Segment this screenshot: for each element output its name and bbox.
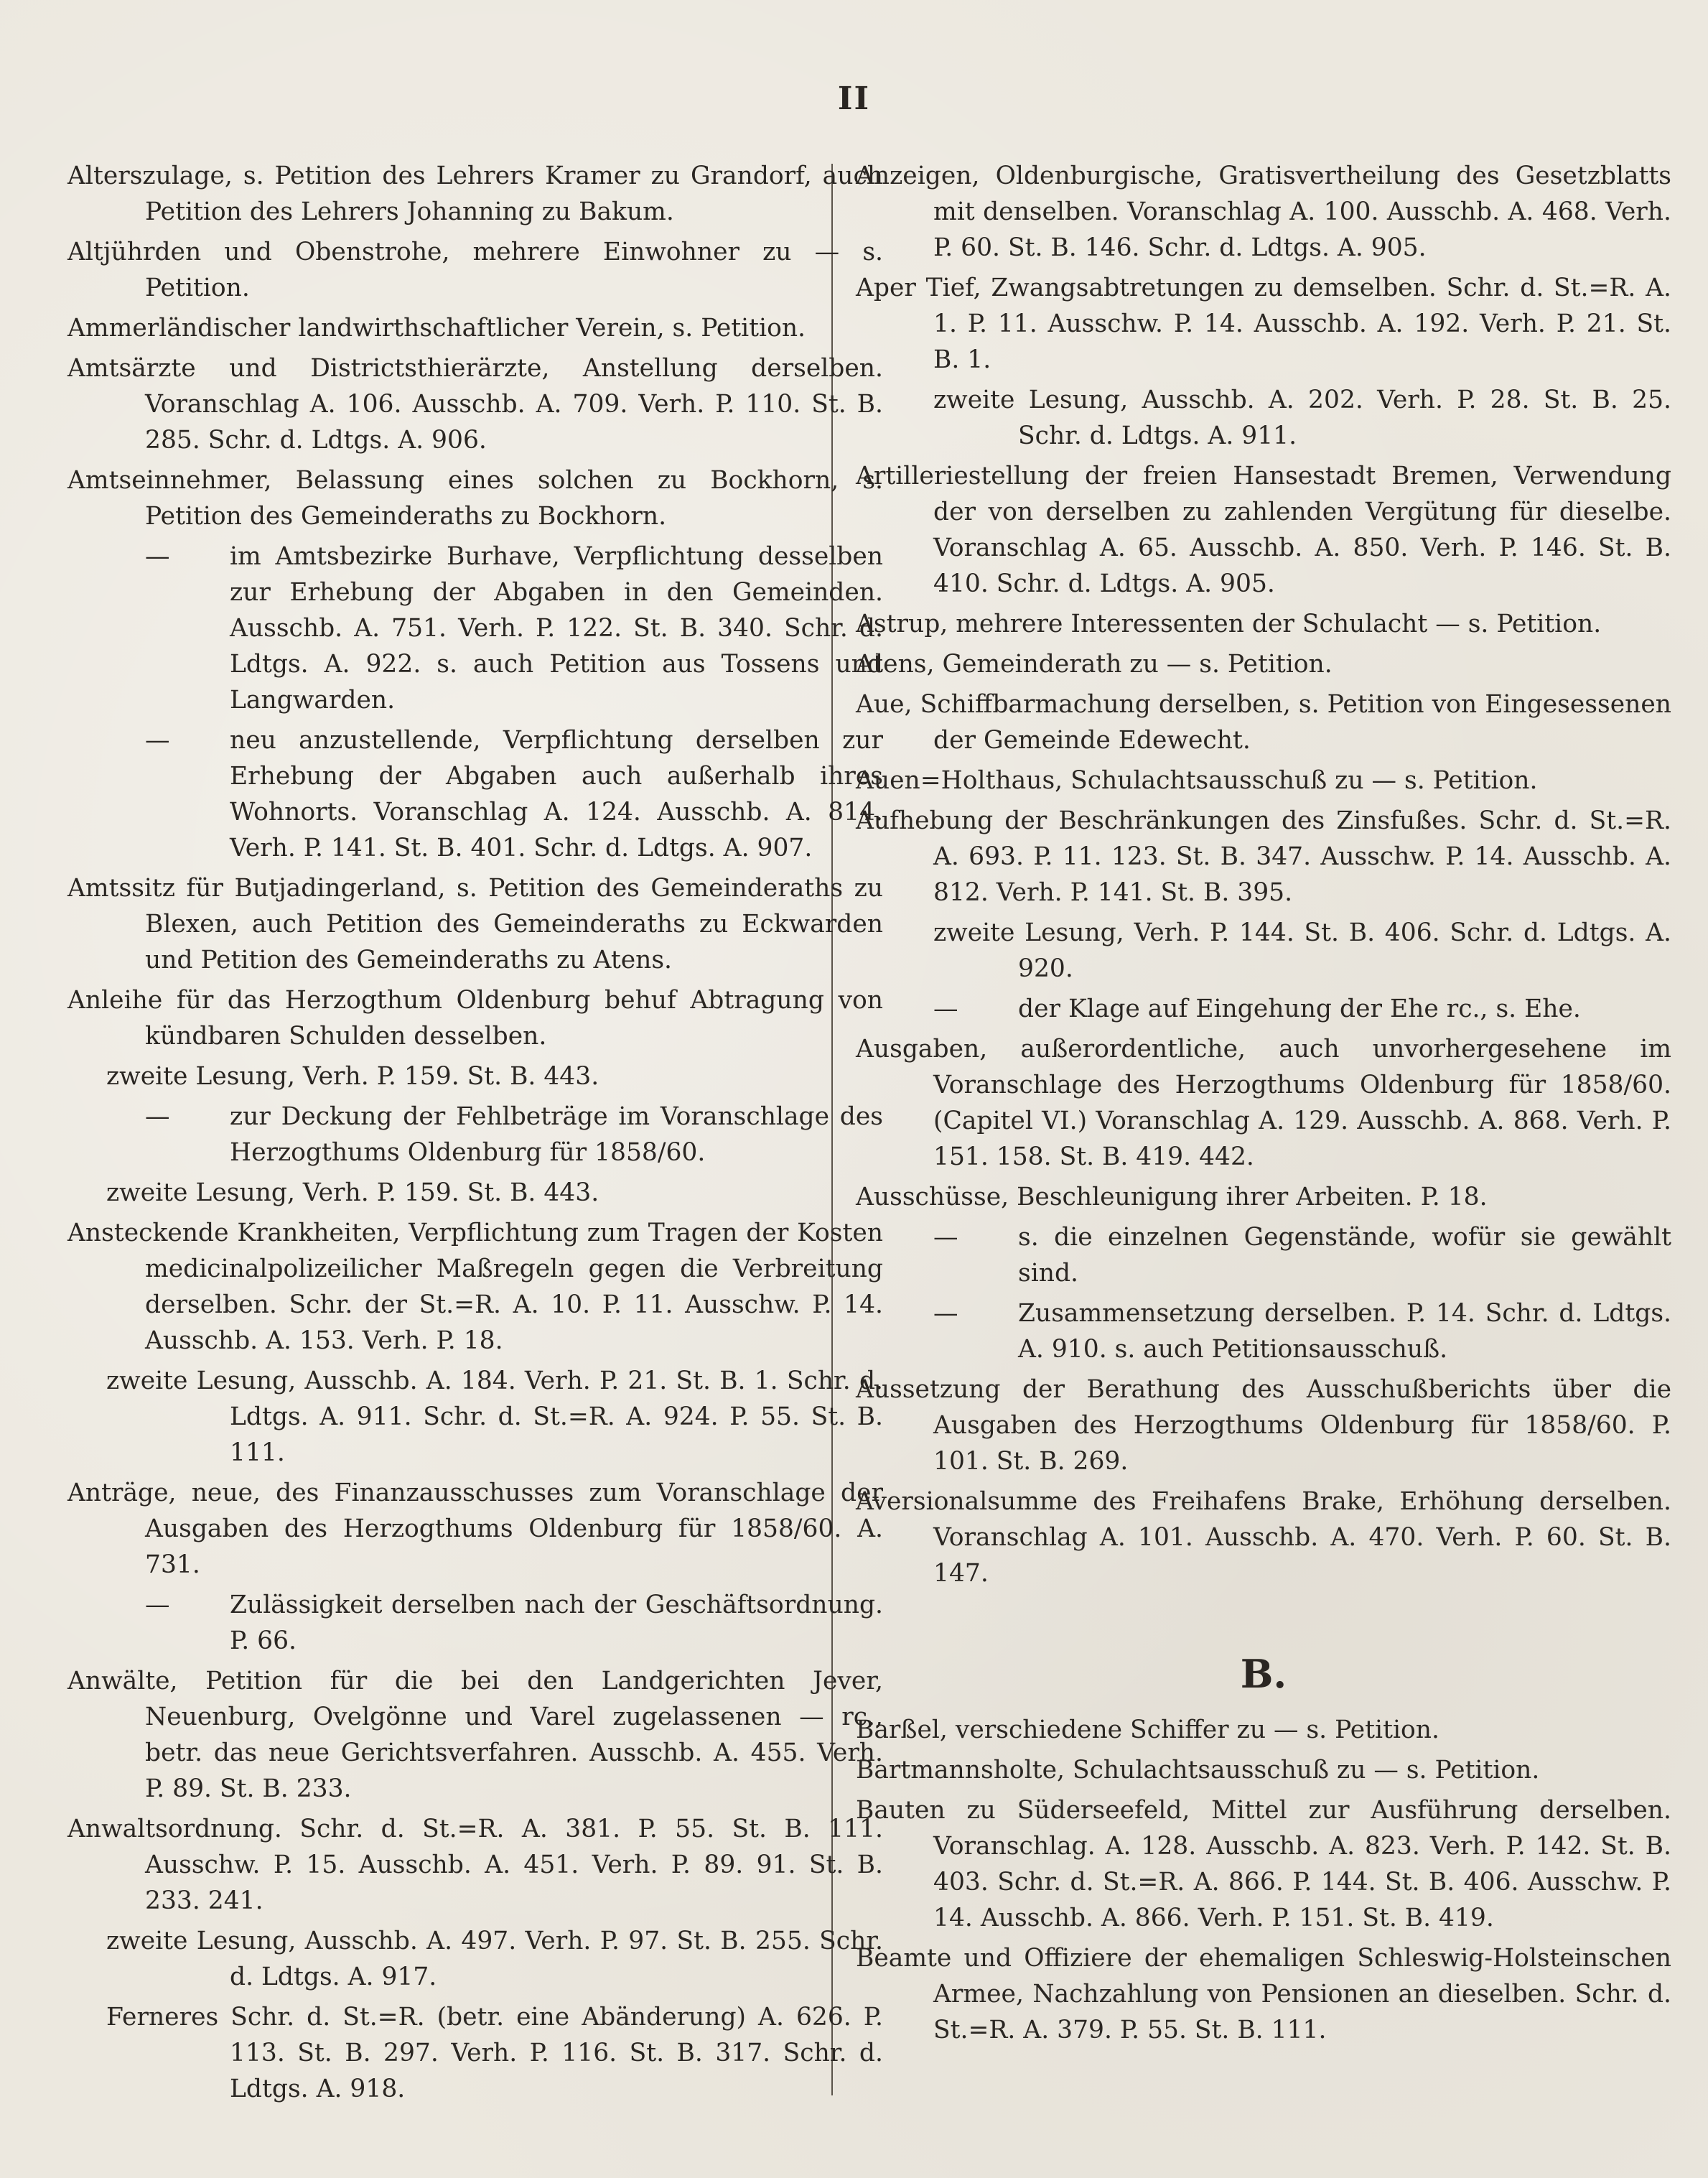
entry-text: Bauten zu Süderseefeld, Mittel zur Ausführung derselben. Voranschlag. A. 128. Ausschb. A. 823. Verh. P. 142. St. B. 403. Schr. d. St.=R. A. 866. P. 144. St. B. 406. Ausschw. P. 14. Ausschb. A. 866. Verh. P. 151. St. B. 419. [856,1796,1671,1932]
entry-text: Aussetzung der Berathung des Ausschußberichts über die Ausgaben des Herzogthums Oldenburg für 1858/60. P. 101. St. B. 269. [856,1375,1671,1476]
index-entry [67,722,883,866]
index-entry [856,270,1671,378]
entry-text: zweite Lesung, Verh. P. 159. St. B. 443. [106,1178,599,1207]
index-entry [67,158,883,230]
entry-text: zweite Lesung, Ausschb. A. 184. Verh. P. 21. St. B. 1. Schr. d. Ldtgs. A. 911. Schr. d. St.=R. A. 924. P. 55. St. B. 111. [106,1367,883,1467]
index-entry [856,687,1671,758]
index-entry [67,1099,883,1171]
left-column [67,158,883,2111]
index-entry [67,1999,883,2107]
index-entry [67,462,883,534]
index-entry [856,158,1671,266]
entry-text: Zulässigkeit derselben nach der Geschäftsordnung. P. 66. [230,1591,883,1655]
entry-text: im Amtsbezirke Burhave, Verpflichtung desselben zur Erhebung der Abgaben in den Gemeinden. Ausschb. A. 751. Verh. P. 122. St. B. 340. Schr. d. Ldtgs. A. 922. s. auch Petition aus Tossens und Langwarden. [230,542,883,715]
page-number: II [837,80,871,117]
entry-text: Beamte und Offiziere der ehemaligen Schleswig-Holsteinschen Armee, Nachzahlung von Pensionen an dieselben. Schr. d. St.=R. A. 379. P. 55. St. B. 111. [856,1944,1671,2044]
entry-text: Anleihe für das Herzogthum Oldenburg behuf Abtragung von kündbaren Schulden desselben. [67,986,883,1051]
index-entry [67,1215,883,1359]
index-entry [67,1587,883,1659]
entry-text: Aversionalsumme des Freihafens Brake, Erhöhung derselben. Voranschlag A. 101. Ausschb. A. 470. Verh. P. 60. St. B. 147. [856,1487,1671,1588]
index-entry [67,234,883,306]
index-entry [67,1663,883,1807]
index-entry [856,458,1671,602]
index-entry [856,991,1671,1027]
entry-dash: — [145,1102,170,1131]
index-entry [856,1179,1671,1215]
index-entry [856,803,1671,911]
index-entry [856,1219,1671,1291]
entry-dash: — [933,1223,958,1252]
entry-dash: — [145,542,170,571]
index-entry [67,539,883,718]
section-heading-b: B. [1240,1651,1287,1697]
entry-dash: — [145,1591,170,1619]
entry-text: Anwaltsordnung. Schr. d. St.=R. A. 381. P. 55. St. B. 111. Ausschw. P. 15. Ausschb. A. 451. Verh. P. 89. 91. St. B. 233. 241. [67,1815,883,1915]
entry-text: Auen=Holthaus, Schulachtsausschuß zu — s. Petition. [856,766,1538,795]
entry-text: Aue, Schiffbarmachung derselben, s. Petition von Eingesessenen der Gemeinde Edewecht. [856,690,1671,755]
index-entry [67,1475,883,1583]
entry-text: zweite Lesung, Verh. P. 159. St. B. 443. [106,1062,599,1091]
right-column [856,158,1671,2052]
entry-text: Amtsärzte und Districtsthierärzte, Anstellung derselben. Voranschlag A. 106. Ausschb. A. 709. Verh. P. 110. St. B. 285. Schr. d. Ldtgs. A. 906. [67,354,883,455]
entry-text: Ausgaben, außerordentliche, auch unvorhergesehene im Voranschlage des Herzogthums Oldenburg für 1858/60. (Capitel VI.) Voranschlag A. 129. Ausschb. A. 868. Verh. P. 151. 158. St. B. 419. 442. [856,1035,1671,1171]
index-entry [856,606,1671,642]
entry-text: Astrup, mehrere Interessenten der Schulacht — s. Petition. [856,610,1602,638]
index-entry [856,646,1671,682]
index-entry [67,982,883,1054]
entry-text: Zusammensetzung derselben. P. 14. Schr. d. Ldtgs. A. 910. s. auch Petitionsausschuß. [1018,1299,1671,1364]
entry-dash: — [933,995,958,1023]
index-entry [67,350,883,458]
entry-text: Ammerländischer landwirthschaftlicher Verein, s. Petition. [67,314,806,343]
index-entry [856,1295,1671,1367]
right-column-b-entries [856,1712,1671,2048]
entry-text: Altjührden und Obenstrohe, mehrere Einwohner zu — s. Petition. [67,238,883,302]
entry-text: Ferneres Schr. d. St.=R. (betr. eine Abänderung) A. 626. P. 113. St. B. 297. Verh. P. 116. St. B. 317. Schr. d. Ldtgs. A. 918. [106,2003,883,2103]
entry-dash: — [933,1299,958,1328]
entry-text: s. die einzelnen Gegenstände, wofür sie gewählt sind. [1018,1223,1671,1288]
index-entry [856,1484,1671,1591]
entry-text: Alterszulage, s. Petition des Lehrers Kramer zu Grandorf, auch Petition des Lehrers Johanning zu Bakum. [67,162,883,226]
entry-text: Aufhebung der Beschränkungen des Zinsfußes. Schr. d. St.=R. A. 693. P. 11. 123. St. B. 347. Ausschw. P. 14. Ausschb. A. 812. Verh. P. 141. St. B. 395. [856,806,1671,907]
index-entry [67,1175,883,1211]
index-entry [67,1058,883,1094]
entry-text: Anträge, neue, des Finanzausschusses zum Voranschlage der Ausgaben des Herzogthums Oldenburg für 1858/60. A. 731. [67,1479,883,1579]
entry-text: Amtssitz für Butjadingerland, s. Petition des Gemeinderaths zu Blexen, auch Petition des Gemeinderaths zu Eckwarden und Petition des Gemeinderaths zu Atens. [67,874,883,974]
entry-text: Ansteckende Krankheiten, Verpflichtung zum Tragen der Kosten medicinalpolizeilicher Maßregeln gegen die Verbreitung derselben. Schr. der St.=R. A. 10. P. 11. Ausschw. P. 14. Ausschb. A. 153. Verh. P. 18. [67,1219,883,1355]
index-entry [856,1792,1671,1936]
index-entry [67,1363,883,1471]
index-entry [67,1923,883,1995]
right-column-a-entries [856,158,1671,1591]
entry-text: Amtseinnehmer, Belassung eines solchen zu Bockhorn, s. Petition des Gemeinderaths zu Bockhorn. [67,466,883,531]
index-entry [856,1031,1671,1175]
index-entry [856,915,1671,987]
index-entry [856,1372,1671,1479]
entry-text: Aper Tief, Zwangsabtretungen zu demselben. Schr. d. St.=R. A. 1. P. 11. Ausschw. P. 14. Ausschb. A. 192. Verh. P. 21. St. B. 1. [856,274,1671,374]
entry-text: Ausschüsse, Beschleunigung ihrer Arbeiten. P. 18. [856,1183,1488,1211]
entry-text: Atens, Gemeinderath zu — s. Petition. [856,650,1333,679]
index-entry [67,1811,883,1919]
entry-text: Barßel, verschiedene Schiffer zu — s. Petition. [856,1716,1439,1744]
entry-text: Bartmannsholte, Schulachtsausschuß zu — s. Petition. [856,1756,1540,1784]
entry-text: zweite Lesung, Ausschb. A. 202. Verh. P. 28. St. B. 25. Schr. d. Ldtgs. A. 911. [933,386,1671,450]
index-entry [856,1940,1671,2048]
entry-text: Anwälte, Petition für die bei den Landgerichten Jever, Neuenburg, Ovelgönne und Varel zugelassenen — rc., betr. das neue Gerichtsverfahren. Ausschb. A. 455. Verh. P. 89. St. B. 233. [67,1667,883,1803]
entry-text: zur Deckung der Fehlbeträge im Voranschlage des Herzogthums Oldenburg für 1858/60. [230,1102,883,1167]
index-entry [856,763,1671,799]
entry-text: der Klage auf Eingehung der Ehe rc., s. Ehe. [1018,995,1581,1023]
entry-text: zweite Lesung, Ausschb. A. 497. Verh. P. 97. St. B. 255. Schr. d. Ldtgs. A. 917. [106,1927,883,1991]
entry-text: neu anzustellende, Verpflichtung derselben zur Erhebung der Abgaben auch außerhalb ihres Wohnorts. Voranschlag A. 124. Ausschb. A. 814. Verh. P. 141. St. B. 401. Schr. d. Ldtgs. A. 907. [230,726,883,862]
index-entry [856,382,1671,454]
entry-text: zweite Lesung, Verh. P. 144. St. B. 406. Schr. d. Ldtgs. A. 920. [933,918,1671,983]
entry-text: Anzeigen, Oldenburgische, Gratisvertheilung des Gesetzblatts mit denselben. Voranschlag A. 100. Ausschb. A. 468. Verh. P. 60. St. B. 146. Schr. d. Ldtgs. A. 905. [856,162,1671,262]
index-entry [856,1752,1671,1788]
index-entry [67,870,883,978]
index-entry [856,1712,1671,1748]
entry-dash: — [145,726,170,755]
index-entry [67,310,883,346]
entry-text: Artilleriestellung der freien Hansestadt Bremen, Verwendung der von derselben zu zahlenden Vergütung für dieselbe. Voranschlag A. 65. Ausschb. A. 850. Verh. P. 146. St. B. 410. Schr. d. Ldtgs. A. 905. [856,462,1671,598]
